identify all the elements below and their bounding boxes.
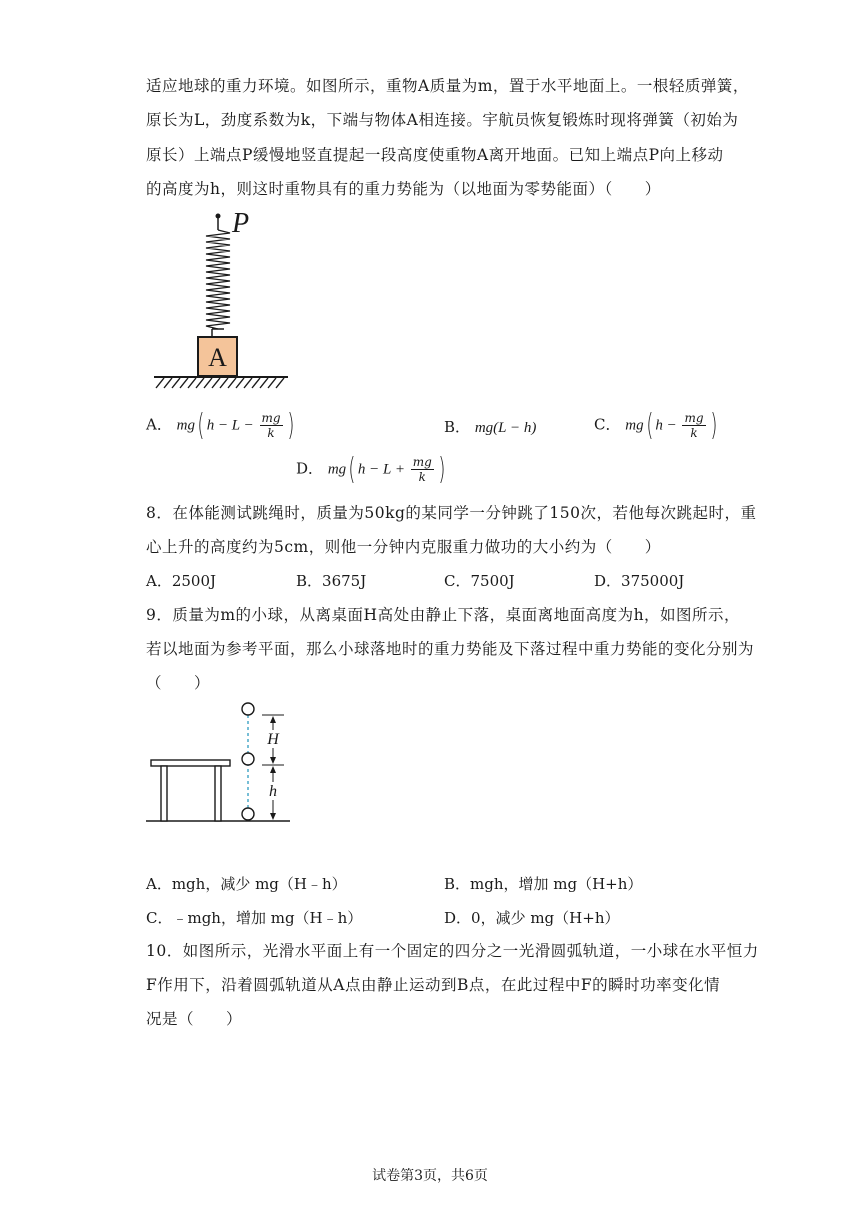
q9-option-d[interactable]: D．0，减少 mg（H+h） xyxy=(444,909,620,927)
q7-line-1: 适应地球的重力环境。如图所示，重物A质量为m，置于水平地面上。一根轻质弹簧， xyxy=(146,77,749,95)
q7-spring-figure xyxy=(148,208,293,393)
table-top xyxy=(151,760,230,766)
spring xyxy=(206,230,230,329)
q10-line-3: 况是（ ） xyxy=(146,1010,243,1028)
q8-option-b[interactable]: B．3675J xyxy=(296,572,367,590)
label-h-upper: H xyxy=(267,731,279,748)
q10-line-1: 10．如图所示，光滑水平面上有一个固定的四分之一光滑圆弧轨道，一小球在水平恒力 xyxy=(146,942,759,960)
q9-option-a[interactable]: A．mgh，减少 mg（H﹣h） xyxy=(146,875,347,893)
q7-line-2: 原长为L，劲度系数为k，下端与物体A相连接。宇航员恢复锻炼时现将弹簧（初始为 xyxy=(146,111,739,129)
ball-top xyxy=(242,703,254,715)
q9-option-c[interactable]: C．﹣mgh，增加 mg（H﹣h） xyxy=(146,909,363,927)
q9-line-3: （ ） xyxy=(146,674,211,692)
q9-table-figure xyxy=(144,698,294,828)
q8-option-d[interactable]: D．375000J xyxy=(594,572,685,590)
ball-bottom xyxy=(242,808,254,820)
q8-line-1: 8．在体能测试跳绳时，质量为50kg的某同学一分钟跳了150次，若他每次跳起时，重 xyxy=(146,504,757,522)
q7-line-3: 原长）上端点P缓慢地竖直提起一段高度使重物A离开地面。已知上端点P向上移动 xyxy=(146,146,724,164)
q9-option-b[interactable]: B．mgh，增加 mg（H+h） xyxy=(444,875,643,893)
ball-middle xyxy=(242,753,254,765)
q8-line-2: 心上升的高度约为5cm，则他一分钟内克服重力做功的大小约为（ ） xyxy=(146,538,661,556)
q10-line-2: F作用下，沿着圆弧轨道从A点由静止运动到B点，在此过程中F的瞬时功率变化情 xyxy=(146,976,721,994)
q7-line-4: 的高度为h，则这时重物具有的重力势能为（以地面为零势能面）（ ） xyxy=(146,180,661,198)
point-p-label: P xyxy=(232,208,250,239)
block-a-label: A xyxy=(208,343,227,372)
q9-line-2: 若以地面为参考平面，那么小球落地时的重力势能及下落过程中重力势能的变化分别为 xyxy=(146,640,755,658)
q8-option-a[interactable]: A．2500J xyxy=(146,572,217,590)
label-h-lower: h xyxy=(269,783,277,800)
q7-option-d[interactable]: D． mg( h − L + $\frac{mg}{k}$ ) xyxy=(296,452,446,487)
page-footer: 试卷第3页，共6页 xyxy=(372,1168,488,1184)
q8-option-c[interactable]: C．7500J xyxy=(444,572,515,590)
point-p xyxy=(216,214,221,219)
q7-option-b[interactable]: B． mg(L − h) xyxy=(444,418,537,436)
q7-option-c[interactable]: C． mg( h − $\frac{mg}{k}$ ) xyxy=(594,408,717,443)
q9-line-1: 9．质量为m的小球，从离桌面H高处由静止下落，桌面离地面高度为h，如图所示， xyxy=(146,606,741,624)
q7-option-a[interactable]: A． mg( h − L − $\frac{mg}{k}$ ) xyxy=(146,408,294,443)
